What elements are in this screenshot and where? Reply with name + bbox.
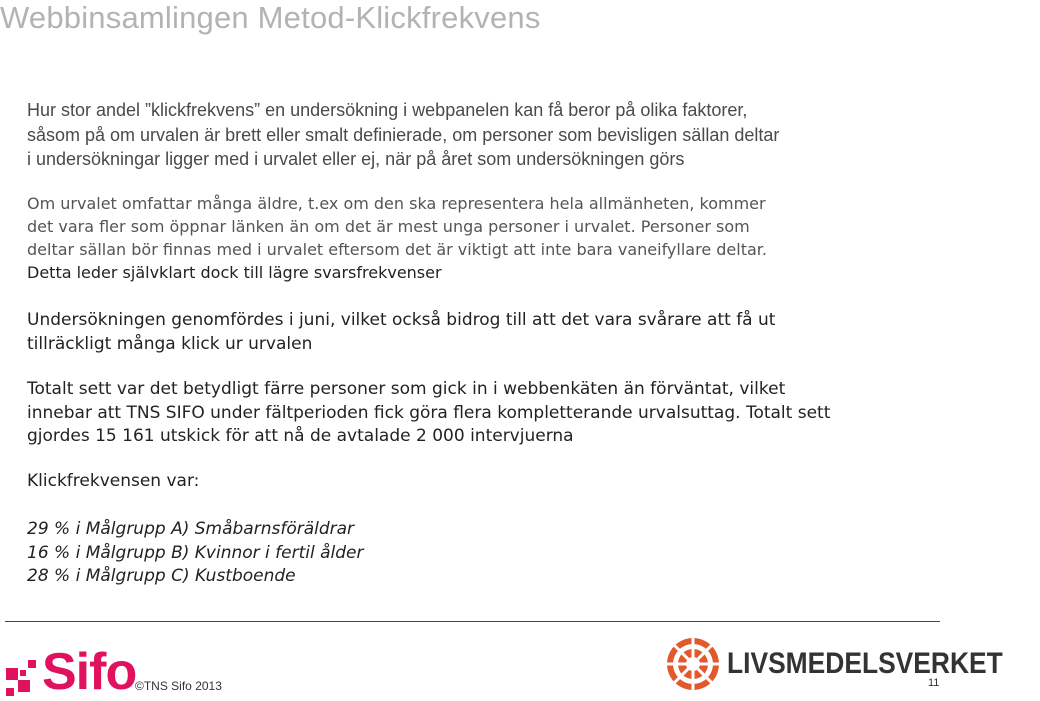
- intro-line: i undersökningar ligger med i urvalet eller ej, när på året som undersökningen görs: [27, 149, 685, 169]
- intro-paragraph: [27, 98, 957, 172]
- rates-heading: Klickfrekvensen var:: [27, 471, 200, 491]
- total-paragraph: [27, 378, 830, 449]
- rate-item: 29 % i Målgrupp A) Småbarnsföräldrar: [27, 519, 355, 539]
- slide-title: Webbinsamlingen Metod-Klickfrekvens: [0, 0, 541, 35]
- older-population-paragraph: [27, 192, 767, 284]
- sifo-squares-icon: [6, 654, 40, 694]
- page-number: 11: [928, 677, 940, 689]
- paragraph-line: Undersökningen genomfördes i juni, vilket också bidrog till att det vara svårare att få ut: [27, 310, 776, 330]
- footer-divider: [5, 621, 940, 622]
- intro-line: såsom på om urvalen är brett eller smalt definierade, om personer som bevisligen sällan deltar: [27, 124, 780, 145]
- june-paragraph: [27, 309, 775, 356]
- livsmedelsverket-logo-text: LIVSMEDELSVERKET: [727, 647, 1003, 680]
- paragraph-line: Detta leder självklart dock till lägre svarsfrekvenser: [27, 263, 442, 282]
- intro-line: Hur stor andel ”klickfrekvens” en undersökning i webpanelen kan få beror på olika faktorer,: [27, 100, 748, 120]
- livsmedelsverket-emblem-icon: [665, 636, 721, 692]
- paragraph-line: gjordes 15 161 utskick för att nå de avtalade 2 000 intervjuerna: [27, 426, 574, 446]
- rate-item: 28 % i Målgrupp C) Kustboende: [27, 566, 296, 586]
- paragraph-line: det vara fler som öppnar länken än om det är mest unga personer i urvalet. Personer som: [27, 217, 750, 236]
- paragraph-line: tillräckligt många klick ur urvalen: [27, 333, 313, 354]
- paragraph-line: deltar sällan bör finnas med i urvalet eftersom det är viktigt att inte bara vaneifyllare deltar.: [27, 240, 767, 259]
- sifo-logo-text: Sifo: [42, 643, 137, 701]
- paragraph-line: innebar att TNS SIFO under fältperioden fick göra flera kompletterande urvalsuttag. Totalt sett: [27, 402, 831, 423]
- livsmedelsverket-logo: [665, 636, 1040, 692]
- paragraph-line: Om urvalet omfattar många äldre, t.ex om den ska representera hela allmänheten, kommer: [27, 194, 766, 213]
- paragraph-line: Totalt sett var det betydligt färre personer som gick in i webbenkäten än förväntat, vilket: [27, 379, 786, 399]
- rate-item: 16 % i Målgrupp B) Kvinnor i fertil ålder: [27, 542, 364, 563]
- sifo-logo: [6, 643, 137, 701]
- copyright-notice: ©TNS Sifo 2013: [135, 679, 222, 693]
- rates-list: [27, 518, 364, 589]
